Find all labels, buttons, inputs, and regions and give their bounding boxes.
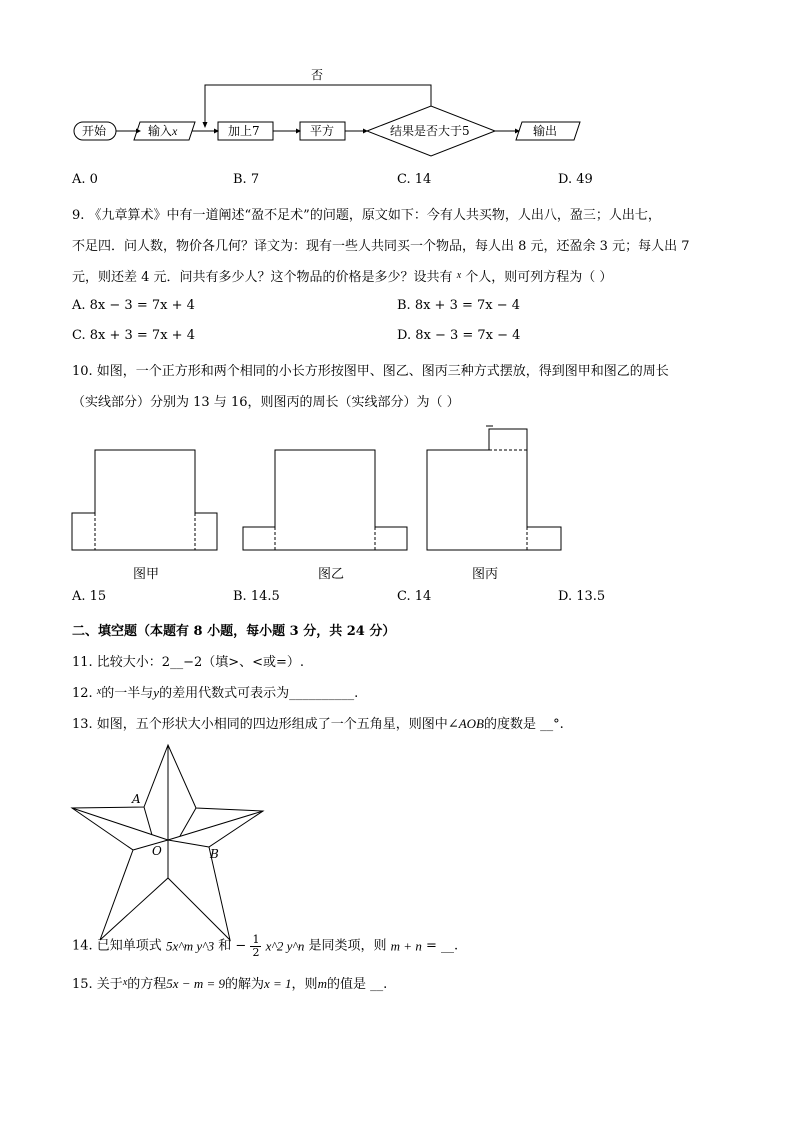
star-label-b: B	[210, 847, 219, 861]
star-label-a: A	[132, 792, 141, 806]
q15-variable-x: x	[122, 977, 128, 988]
star-label-o: O	[152, 844, 162, 858]
q12-suffix: 的差用代数式可表示为__________.	[159, 686, 359, 701]
q10-option-d: D. 13.5	[558, 589, 606, 604]
q9-line-3-text-b: 个人，则可列方程为（ ）	[465, 270, 613, 285]
q14	[72, 934, 458, 966]
figure-yi	[243, 450, 407, 550]
q9-variable-x: x	[456, 270, 462, 281]
q9-option-d: D. 8x − 3 = 7x − 4	[397, 328, 521, 343]
flowchart	[0, 0, 794, 170]
figure-jia	[72, 450, 217, 550]
q11: 11. 比较大小：2__−2（填>、<或=）.	[72, 655, 305, 670]
q14-fraction-numerator: 1	[252, 933, 260, 946]
q10-option-c: C. 14	[397, 589, 432, 604]
q9-option-a: A. 8x − 3 = 7x + 4	[72, 298, 195, 313]
q10-line-2: （实线部分）分别为 13 与 16，则图丙的周长（实线部分）为（ ）	[72, 395, 460, 410]
q15-mid-2: 的解为	[224, 977, 264, 992]
q8-option-b: B. 7	[233, 172, 260, 187]
q12	[72, 682, 358, 701]
flowchart-square-label: 平方	[310, 124, 335, 138]
q9-line-3-text-a: 元，则还差 4 元．问共有多少人？这个物品的价格是多少？设共有	[72, 270, 453, 285]
section-2-heading: 二、填空题（本题有 8 小题，每小题 3 分，共 24 分）	[72, 624, 396, 639]
q12-mid: 的一半与	[101, 686, 154, 701]
q15	[72, 973, 387, 992]
flowchart-no-label: 否	[311, 68, 324, 82]
q15-solution: x = 1	[264, 976, 292, 991]
q14-suffix-a: 是同类项，则	[308, 938, 387, 954]
flowchart-start-label: 开始	[82, 124, 107, 138]
q13-text-a: 13. 如图，五个形状大小相同的四边形组成了一个五角星，则图中	[72, 717, 448, 732]
q14-expression: m + n	[390, 938, 422, 954]
q15-suffix: 的值是 __.	[326, 977, 388, 992]
q8-option-c: C. 14	[397, 172, 432, 187]
flowchart-add7-label: 加上7	[228, 124, 260, 138]
q12-variable-y: y	[153, 685, 160, 700]
q9-line-3	[72, 266, 612, 285]
figure-bing-label: 图丙	[472, 567, 499, 582]
flowchart-output-label: 输出	[533, 124, 558, 138]
q13-text-b: 的度数是 __°.	[483, 717, 564, 732]
q10-option-a: A. 15	[72, 589, 107, 604]
q14-and: 和	[218, 938, 232, 954]
figure-jia-label: 图甲	[133, 567, 160, 582]
q14-term-1: 5x^m y^3	[165, 938, 215, 954]
q10-option-b: B. 14.5	[233, 589, 280, 604]
q15-equation: 5x − m = 9	[166, 976, 225, 991]
q14-suffix-b: = __.	[425, 938, 459, 954]
q13-angle: ∠AOB	[447, 716, 484, 731]
q8-option-d: D. 49	[558, 172, 593, 187]
q15-prefix: 15. 关于	[72, 977, 123, 992]
q14-fraction	[250, 934, 261, 959]
q15-mid: 的方程	[127, 977, 167, 992]
q12-prefix: 12.	[72, 686, 93, 701]
q8-option-a: A. 0	[72, 172, 98, 187]
flowchart-input-label: 输入x	[148, 124, 178, 138]
flowchart-decision-label: 结果是否大于5	[390, 124, 470, 138]
q13	[72, 713, 564, 732]
figure-bing	[427, 426, 561, 550]
figure-yi-label: 图乙	[318, 567, 345, 582]
q14-term-2: x^2 y^n	[265, 938, 305, 954]
q14-minus: −	[235, 938, 247, 954]
q10-line-1: 10. 如图，一个正方形和两个相同的小长方形按图甲、图乙、图丙三种方式摆放，得到图甲和图乙的周长	[72, 364, 669, 379]
q9-option-b: B. 8x + 3 = 7x − 4	[397, 298, 521, 313]
q14-prefix: 14. 已知单项式	[72, 938, 162, 954]
q15-variable-m: m	[317, 976, 327, 991]
q9-option-c: C. 8x + 3 = 7x + 4	[72, 328, 195, 343]
q12-variable-x: x	[96, 686, 102, 697]
q14-fraction-denominator: 2	[252, 946, 260, 959]
q9-line-2: 不足四．问人数，物价各几何？译文为：现有一些人共同买一个物品，每人出 8 元，还盈余 3 元；每人出 7	[72, 239, 690, 254]
q15-mid-3: ，则	[291, 977, 318, 992]
q9-line-1: 9. 《九章算术》中有一道阐述“盈不足术”的问题，原文如下：今有人共买物，人出八，盈三；人出七，	[72, 208, 661, 223]
